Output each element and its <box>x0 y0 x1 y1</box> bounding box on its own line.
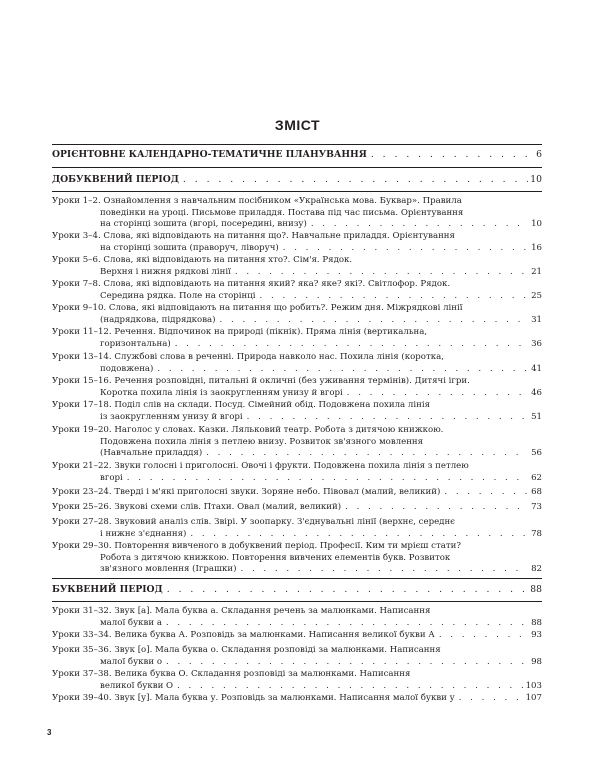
toc-entry[interactable] <box>52 541 542 576</box>
toc-page-number: 107 <box>525 693 542 703</box>
divider <box>52 144 542 145</box>
leader-dots <box>162 618 528 630</box>
toc-page-number: 46 <box>531 387 542 398</box>
leader-dots <box>171 339 528 351</box>
toc-entry-line: подовжена) <box>100 363 154 374</box>
divider <box>52 191 542 192</box>
toc-page-number: 88 <box>531 617 542 628</box>
toc-section[interactable] <box>52 149 542 160</box>
toc-entry-line: Робота з дитячою книжкою. Повторення вивчених елементів букв. Розвиток <box>100 552 451 563</box>
leader-dots <box>440 487 528 499</box>
toc-entry-line: Уроки 15–16. Речення розповідні, питальні й окличні (без уживання термінів). Дитячі ігри. <box>52 376 470 386</box>
toc-section[interactable] <box>52 174 542 185</box>
toc-entry[interactable] <box>52 327 542 350</box>
toc-entry-line: малої букви о <box>100 656 162 667</box>
toc-entry-line: вгорі <box>100 472 123 483</box>
toc-page-number: 10 <box>531 219 542 230</box>
toc-entry-line: Уроки 31–32. Звук [а]. Мала буква а. Складання речень за малюнками. Написання <box>52 606 431 616</box>
toc-entry-line: поведінки на уроці. Письмове приладдя. Постава під час письма. Орієнтування <box>100 207 464 218</box>
toc-page-number: 41 <box>531 363 542 374</box>
toc-entry[interactable] <box>52 606 542 629</box>
leader-dots <box>307 219 528 231</box>
toc-page-number: 62 <box>531 472 542 483</box>
toc-page-number: 10 <box>530 174 542 185</box>
toc-entry-line: Верхня і нижня рядкові лінії <box>100 266 231 277</box>
toc-entry-line: малої букви а <box>100 617 162 628</box>
toc-page-number: 6 <box>536 149 542 160</box>
leader-dots <box>435 630 528 642</box>
toc-entry[interactable] <box>52 196 542 231</box>
toc-entry-line: Уроки 1–2. Ознайомлення з навчальним посібником «Українська мова. Буквар». Правила <box>52 196 462 206</box>
toc-entry-line: Уроки 21–22. Звуки голосні і приголосні. Овочі і фрукти. Подовжена похила лінія з петлею <box>52 461 469 471</box>
toc-page-number: 78 <box>531 528 542 539</box>
toc-entry-line: Уроки 33–34. Велика буква А. Розповідь за малюнками. Написання великої букви А <box>52 630 435 640</box>
toc-entry-line: Уроки 35–36. Звук [о]. Мала буква о. Складання розповіді за малюнками. Написання <box>52 645 441 655</box>
divider <box>52 167 542 168</box>
toc-page-number: 68 <box>531 487 542 497</box>
leader-dots <box>216 315 528 327</box>
toc-entry[interactable] <box>52 502 542 514</box>
toc-entry[interactable] <box>52 376 542 399</box>
toc-entry[interactable] <box>52 279 542 302</box>
leader-dots <box>163 584 528 595</box>
leader-dots <box>236 564 528 576</box>
toc-entry-line: Уроки 19–20. Наголос у словах. Казки. Ляльковий театр. Робота з дитячою книжкою. <box>52 425 444 435</box>
toc-entry[interactable] <box>52 487 542 499</box>
toc-entry[interactable] <box>52 231 542 254</box>
toc-section-label: ОРІЄНТОВНЕ КАЛЕНДАРНО-ТЕМАТИЧНЕ ПЛАНУВАННЯ <box>52 149 367 160</box>
toc-entry-line: Уроки 39–40. Звук [у]. Мала буква у. Розповідь за малюнками. Написання малої букви у <box>52 693 455 703</box>
toc-entry-line: Коротка похила лінія із заокругленням унизу й вгорі <box>100 387 343 398</box>
toc-entry[interactable] <box>52 693 542 705</box>
toc-entry-line: Уроки 25–26. Звукові схеми слів. Птахи. Овал (малий, великий) <box>52 502 342 512</box>
toc-page-number: 25 <box>531 290 542 301</box>
leader-dots <box>123 473 528 485</box>
footer-page-number: 3 <box>47 728 52 737</box>
toc-entry-line: на сторінці зошита (праворуч, ліворуч) <box>100 242 279 253</box>
toc-page-number: 51 <box>531 411 542 422</box>
toc-page-number: 98 <box>531 656 542 667</box>
toc-page-number: 36 <box>531 338 542 349</box>
leader-dots <box>279 243 528 255</box>
toc-entry-line: Уроки 9–10. Слова, які відповідають на питання що робить?. Режим дня. Міжрядкові лінії <box>52 303 463 313</box>
toc-entry-line: (Навчальне приладдя) <box>100 448 203 459</box>
toc-entry[interactable] <box>52 352 542 375</box>
leader-dots <box>179 174 528 185</box>
toc-page-number: 56 <box>531 448 542 459</box>
toc-entry-line: Уроки 13–14. Службові слова в реченні. Природа навколо нас. Похила лінія (коротка, <box>52 352 444 362</box>
leader-dots <box>455 693 526 705</box>
toc-entry[interactable] <box>52 425 542 460</box>
toc-page-number: 93 <box>531 630 542 640</box>
leader-dots <box>186 529 528 541</box>
leader-dots <box>256 291 528 303</box>
toc-entry-line: Уроки 27–28. Звуковий аналіз слів. Звірі. У зоопарку. З'єднувальні лінії (верхнє, середнє <box>52 517 455 527</box>
toc-entry-line: Уроки 7–8. Слова, які відповідають на питання який? яка? яке? які?. Світлофор. Рядок. <box>52 279 451 289</box>
toc-entry-line: Середина рядка. Поле на сторінці <box>100 290 256 301</box>
toc-page-number: 31 <box>531 314 542 325</box>
toc-section-label: ДОБУКВЕНИЙ ПЕРІОД <box>52 174 179 185</box>
toc-entry-line: Подовжена похила лінія з петлею внизу. Розвиток зв'язного мовлення <box>100 436 424 447</box>
toc-entry-line: горизонтальна) <box>100 338 171 349</box>
leader-dots <box>153 364 528 376</box>
toc-entry-line: Уроки 17–18. Поділ слів на склади. Посуд. Сімейний обід. Подовжена похила лінія <box>52 400 430 410</box>
toc-page-number: 82 <box>531 564 542 575</box>
leader-dots <box>367 149 528 160</box>
toc-entry-line: і нижнє з'єднання) <box>100 528 187 539</box>
toc-page-number: 16 <box>531 242 542 253</box>
toc-entry-line: Уроки 29–30. Повторення вивченого в добуквений період. Професії. Ким ти мрієш стати? <box>52 541 461 551</box>
leader-dots <box>162 657 528 669</box>
toc-entry[interactable] <box>52 669 542 692</box>
toc-page-number: 73 <box>531 502 542 512</box>
divider <box>52 578 542 579</box>
toc-section[interactable] <box>52 584 542 595</box>
toc-entry-line: (надрядкова, підрядкова) <box>100 314 216 325</box>
toc-page-number: 21 <box>531 266 542 277</box>
toc-entry-line: Уроки 37–38. Велика буква О. Складання розповіді за малюнками. Написання <box>52 669 411 679</box>
toc-entry[interactable] <box>52 255 542 278</box>
toc-entry[interactable] <box>52 303 542 326</box>
toc-entry[interactable] <box>52 630 542 642</box>
toc-page-number: 88 <box>530 584 542 595</box>
toc-entry-line: із заокругленням унизу й вгорі <box>100 411 243 422</box>
leader-dots <box>343 388 528 400</box>
toc-entry[interactable] <box>52 461 542 484</box>
toc-entry-line: на сторінці зошита (вгорі, посередині, внизу) <box>100 219 307 230</box>
toc-page-number: 103 <box>525 680 542 691</box>
leader-dots <box>173 681 526 693</box>
toc-entry[interactable] <box>52 645 542 668</box>
leader-dots <box>243 412 528 424</box>
toc-entry-line: Уроки 11–12. Речення. Відпочинок на природі (пікнік). Пряма лінія (вертикальна, <box>52 327 428 337</box>
leader-dots <box>341 502 528 514</box>
toc-entry[interactable] <box>52 517 542 540</box>
toc-entry-line: зв'язного мовлення (Іграшки) <box>100 564 237 575</box>
toc-entry[interactable] <box>52 400 542 423</box>
toc-entry-line: Уроки 5–6. Слова, які відповідають на питання хто?. Сім'я. Рядок. <box>52 255 353 265</box>
toc-entry-line: великої букви О <box>100 680 174 691</box>
toc-section-label: БУКВЕНИЙ ПЕРІОД <box>52 584 163 595</box>
leader-dots <box>202 448 528 460</box>
leader-dots <box>231 267 528 279</box>
toc-entry-line: Уроки 23–24. Тверді і м'які приголосні звуки. Зоряне небо. Півовал (малий, великий) <box>52 487 441 497</box>
divider <box>52 601 542 602</box>
toc-entry-line: Уроки 3–4. Слова, які відповідають на питання що?. Навчальне приладдя. Орієнтування <box>52 231 455 241</box>
page-title: ЗМІСТ <box>274 117 321 133</box>
